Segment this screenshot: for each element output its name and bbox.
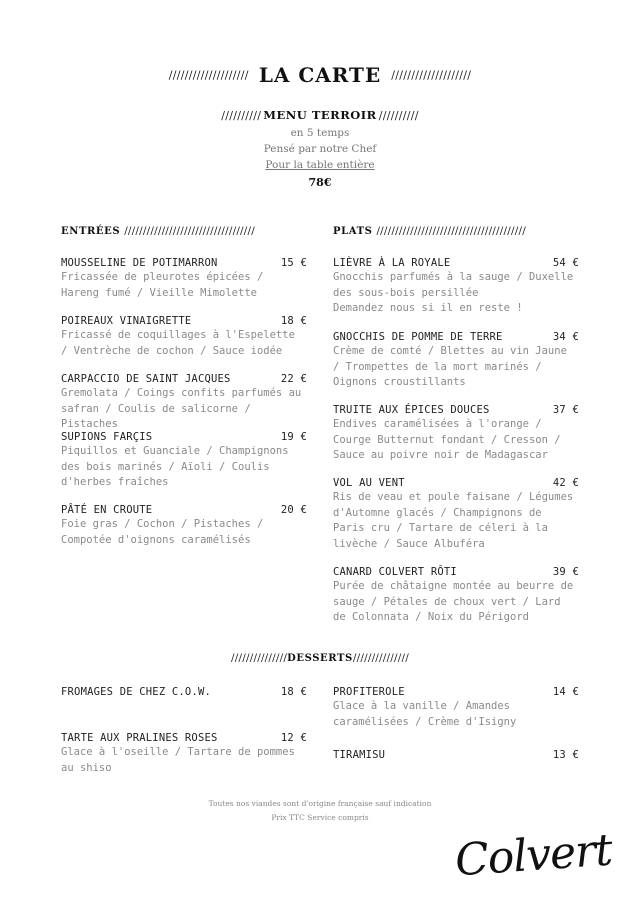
dessert-item [61, 686, 307, 698]
plat-item [333, 331, 579, 391]
dessert-item [61, 732, 307, 776]
plat-item [333, 477, 579, 552]
desserts-label: DESSERTS [287, 653, 353, 664]
plats-label: PLATS [333, 226, 373, 237]
dessert-item [333, 749, 579, 761]
menu-terroir-slashes-right: ////////// [378, 109, 419, 122]
plat-desc: Purée de châtaigne montée au beurre de sauge / Pétales de choux vert / Lard de Colonnata / Noix du Périgord [333, 580, 574, 623]
plat-price: 54 € [552, 257, 579, 269]
entree-name: SUPIONS FARÇIS [61, 431, 153, 443]
plat-name: LIÈVRE À LA ROYALE [333, 257, 451, 269]
page-title: LA CARTE [258, 63, 382, 87]
desserts-slashes-right: /////////////// [352, 652, 409, 664]
menu-terroir-price: 78€ [308, 176, 332, 189]
dessert-price: 18 € [280, 686, 307, 698]
entree-name: CARPACCIO DE SAINT JACQUES [61, 373, 231, 385]
entrees-heading [61, 225, 255, 237]
entree-price: 15 € [280, 257, 307, 269]
entrees-label: ENTRÉES [61, 226, 121, 237]
plat-name: VOL AU VENT [333, 477, 405, 489]
plat-desc: Ris de veau et poule faisane / Légumes d'Automne glacés / Champignons de Paris cru / Tartare de céleri à la livèche / Sauce Albuféra [333, 491, 574, 550]
entree-desc: Fricassé de coquillages à l'Espelette / Ventrèche de cochon / Sauce iodée [61, 329, 295, 357]
dessert-name: PROFITEROLE [333, 686, 405, 698]
entree-price: 20 € [280, 504, 307, 516]
dessert-item [333, 686, 579, 730]
title-slashes-right: //////////////////// [391, 68, 472, 82]
dessert-price: 12 € [280, 732, 307, 744]
menu-terroir-title: MENU TERROIR [263, 108, 377, 122]
entree-item [61, 373, 307, 433]
plat-price: 42 € [552, 477, 579, 489]
plat-price: 39 € [552, 566, 579, 578]
footer-notes [0, 797, 640, 825]
entree-item [61, 431, 307, 491]
plat-name: CANARD COLVERT RÔTI [333, 566, 457, 578]
entree-item [61, 315, 307, 359]
plat-note: Demandez nous si il en reste ! [333, 302, 523, 314]
desserts-heading [0, 652, 640, 664]
dessert-price: 13 € [552, 749, 579, 761]
entree-item [61, 257, 307, 301]
dessert-price: 14 € [552, 686, 579, 698]
dessert-desc: Glace à la vanille / Amandes caramélisées / Crème d'Isigny [333, 700, 517, 728]
entree-desc: Fricassée de pleurotes épicées / Hareng fumé / Vieille Mimolette [61, 271, 264, 299]
plat-desc: Gnocchis parfumés à la sauge / Duxelle des sous-bois persillée [333, 271, 574, 299]
plat-desc: Crème de comté / Blettes au vin Jaune / Trompettes de la mort marinés / Oignons croustillants [333, 345, 567, 388]
dessert-name: TIRAMISU [333, 749, 386, 761]
entrees-slashes: /////////////////////////////////// [124, 225, 256, 237]
plat-price: 34 € [552, 331, 579, 343]
plat-price: 37 € [552, 404, 579, 416]
menu-terroir-line1: en 5 temps [290, 127, 350, 139]
plats-slashes: //////////////////////////////////////// [376, 225, 526, 237]
dessert-name: FROMAGES DE CHEZ C.O.W. [61, 686, 211, 698]
entree-name: MOUSSELINE DE POTIMARRON [61, 257, 218, 269]
entree-desc: Gremolata / Coings confits parfumés au safran / Coulis de salicorne / Pistaches [61, 387, 302, 430]
entree-price: 18 € [280, 315, 307, 327]
plat-item [333, 566, 579, 626]
plat-name: TRUITE AUX ÉPICES DOUCES [333, 404, 490, 416]
dessert-name: TARTE AUX PRALINES ROSES [61, 732, 218, 744]
footer-line2: Prix TTC Service compris [271, 813, 369, 822]
plat-item [333, 257, 579, 317]
plats-heading [333, 225, 526, 237]
title-slashes-left: //////////////////// [168, 68, 249, 82]
entree-price: 19 € [280, 431, 307, 443]
page-title-row [0, 63, 640, 87]
footer-line1: Toutes nos viandes sont d'origine française sauf indication [208, 799, 432, 808]
menu-terroir-line2: Pensé par notre Chef [263, 143, 377, 155]
plat-item [333, 404, 579, 464]
menu-terroir-details [0, 125, 640, 191]
desserts-slashes-left: /////////////// [231, 652, 288, 664]
entree-name: PÂTÉ EN CROUTE [61, 504, 153, 516]
menu-terroir-slashes-left: ////////// [221, 109, 262, 122]
entree-price: 22 € [280, 373, 307, 385]
entree-desc: Piquillos et Guanciale / Champignons des bois marinés / Aïoli / Coulis d'herbes fraîches [61, 445, 289, 488]
colvert-signature: Colvert [453, 824, 614, 887]
entree-item [61, 504, 307, 548]
plat-name: GNOCCHIS DE POMME DE TERRE [333, 331, 503, 343]
entree-desc: Foie gras / Cochon / Pistaches / Compotée d'oignons caramélisés [61, 518, 264, 546]
dessert-desc: Glace à l'oseille / Tartare de pommes au shiso [61, 746, 295, 774]
entree-name: POIREAUX VINAIGRETTE [61, 315, 192, 327]
menu-terroir-heading [0, 108, 640, 122]
menu-terroir-line3: Pour la table entière [265, 159, 375, 171]
plat-desc: Endives caramélisées à l'orange / Courge Butternut fondant / Cresson / Sauce au poivre noir de Madagascar [333, 418, 561, 461]
